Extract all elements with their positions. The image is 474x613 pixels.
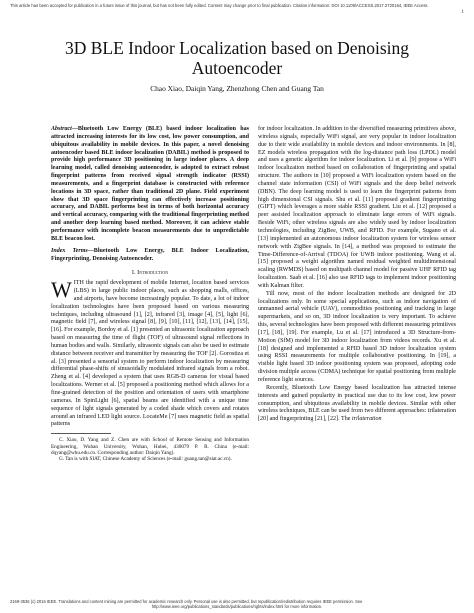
abstract <box>51 126 249 244</box>
right-paragraph-2: Till now, most of the indoor localization methods are designed for 2D localizations only. In some special applications, such as indoor navigation of unmanned aerial vehicle (UAV), commodities positioning and tracking in large supermarkets, and so on, 3D indoor localization is very important. To achieve this, several technologies have been proposed with different measuring primitives [17], [18], [19]. For example, Lu et al. [17] introduced a 3D Structure-from-Motion (SfM) model for 3D indoor localization from videos records. Xu et al. [18] designed and implemented a RFID based 3D indoor localization system using RSSI measurements for multiple collaborative positioning. In [19], a visible light based 3D indoor positioning system was proposed, adopting code division multiple access (CDMA) technique for spatial positioning from multiple reference light sources. <box>258 290 456 383</box>
intro-paragraph-text: ITH the rapid development of mobile Internet, location based services (LBS) in large public indoor places, such as shopping malls, offices, and airports, have become increasingly popular. To date, a lot of indoor localization technologies have been proposed based on various measuring techniques, including ultrasound [1], [2], infrared [3], image [4], [5], light [6], magnetic field [7], and wireless signal [8], [9], [10], [11], [12], [13], [14], [15], [16]. For example, Bordoy et al. [1] presented an ultrasonic localization approach based on measuring the time of flight (TOF) of ultrasound signal reflections in human bodies and walls. Similarly, ultrasonic signals can also be used to estimate distance between receiver and transmitter by measuring the TOF [2]. Gorostiza et al. [3] presented a sensorial system to perform indoor localization by measuring differential phase-shifts of sinusoidally modulated infrared signals from a robot. Zheng et al. [4] developed a system that uses RGB-D cameras for visual based localizations. Werner et al. [5] proposed a positioning method which allows for a fine-grained detection of the position and orientation of users with smartphone cameras. In SpinLight [6], spatial beams are identified with a unique time sequence of light signals generated by a coded shade which covers and rotates around an infrared LED light source. LocateMe [7] uses magnetic field as spatial patterns <box>51 280 249 428</box>
index-terms <box>51 248 249 264</box>
right-paragraph-1: for indoor localization. In addition to the diversified measuring primitives above, wireless signals, especially WiFi signal, are very popular in indoor localization due to their wide availability in mobile devices and indoor environments. In [8], EZ models wireless propagation with the log-distance path loss (LPDL) model and uses a genetic algorithm for indoor localization. Li et al. [9] propose a WiFi indoor localization method based on collaboration of fingerprinting and spatial structure. The authors in [10] proposed a WiFi localization system based on the channel state information (CSI) of WiFi signals and the deep belief network (DBN). The deep learning model is used to learn the fingerprint patterns from high dimensional CSI signals. Shu et al. [11] proposed gradient fingerprinting (GIFT) which leverages a more stable RSSI gradient. Liu et al. [12] proposed a peer assisted localization approach to eliminate large errors of WiFi signals. Beside WiFi, other wireless signals are also widely used by indoor localization technologies, including ZigBee, UWB, and RFID. For example, Sugano et al. [13] implemented an autonomous indoor localization system for wireless sensor network with ZigBee signals. In [14], a method was proposed to estimate the Time-Difference-of-Arrival (TDOA) for UWB indoor positioning. Wang et al. [15] proposed a weight algorithm named residual weighted multidimensional scaling (RWMDS) based on multipath channel model for passive UHF RFID tag localization. Saab et al. [16] also use RFID tags to implement indoor positioning with Kalman filter. <box>258 126 456 289</box>
section-heading-introduction: I. Introduction <box>131 269 169 277</box>
index-terms-label: Index Terms <box>51 247 88 254</box>
copyright-link: http://www.ieee.org/publications_standards/publications/rights/index.html for more information. <box>151 604 323 609</box>
intro-paragraph <box>51 277 249 429</box>
right-paragraph-3-emphasis: trilateration <box>351 416 382 423</box>
page-number: 1 <box>461 10 464 15</box>
copyright-line: 2169-3536 (c) 2016 IEEE. Translations and content mining are permitted for academic research only. Personal use is also permitted, but republication/redistribution requires IEEE permission. See <box>10 599 363 604</box>
footnote-affiliation-tan: G. Tan is with SIAT, Chinese Academy of Sciences (e-mail: guang.tan@siat.ac.cn). <box>59 456 232 463</box>
right-paragraph-3-text: Recently, Bluetooth Low Energy based localization has attracted intense interests and gained popularity in practical use due to its low cost, low power consumption, and ubiquitous availability in mobile devices. Similar with other wireless techniques, BLE can be used from two different approaches: trilateration [20] and fingerprinting [21], [22]. The <box>258 384 456 423</box>
footnote-divider <box>51 433 111 434</box>
author-list: Chao Xiao, Daiqin Yang, Zhenzhong Chen and Guang Tan <box>150 84 324 93</box>
abstract-text: —Bluetooth Low Energy (BLE) based indoor localization has attracted increasing interests for its low cost, low power consumption, and ubiquitous availability in mobile devices. In this paper, a novel denoising autoencoder based BLE indoor localization (DABIL) method is proposed to provide high performance 3D positioning in large indoor places. A deep learning model, called denoising autoencoder, is adopted to extract robust fingerprint patterns from received signal strength indicator (RSSI) measurements, and a fingerprint database is constructed with reference locations in 3D space, rather than traditional 2D plane. Field experiment show that 3D space fingerprinting can effectively increase positioning accuracy, and DABIL performs best in terms of both horizontal accuracy and vertical accuracy, comparing with the traditional fingerprinting method and another deep learning based method. Moreover, it can achieve stable performance with incomplete beacon measurements due to unpredictable BLE beacon lost. <box>51 126 249 242</box>
journal-header-note: This article has been accepted for publication in a future issue of this journal, but has not been fully edited. Content may change prior to final publication. Citation information: DOI 10.1109/ACCESS.2017.2720164, IEEE Access <box>10 3 428 8</box>
copyright-footer <box>10 599 464 609</box>
paper-title: 3D BLE Indoor Localization based on Denoising Autoencoder <box>64 38 410 78</box>
left-column <box>51 126 249 463</box>
index-terms-text: —Bluetooth Low Energy, BLE Indoor Localization, Fingerprinting, Denoising Autoencoder. <box>51 247 249 262</box>
right-column <box>258 126 456 424</box>
footnote-affiliation: C. Xiao, D. Yang and Z. Chen are with School of Remote Sensing and Information Engineering, Wuhan University, Wuhan, Hubei, 430079 P. R. China (e-mail: dqyang@whu.edu.cn. Corresponding author: Daiqin Yang). <box>51 437 249 457</box>
drop-cap: W <box>51 277 72 303</box>
abstract-label: Abstract <box>51 126 72 132</box>
right-paragraph-3 <box>258 385 456 424</box>
